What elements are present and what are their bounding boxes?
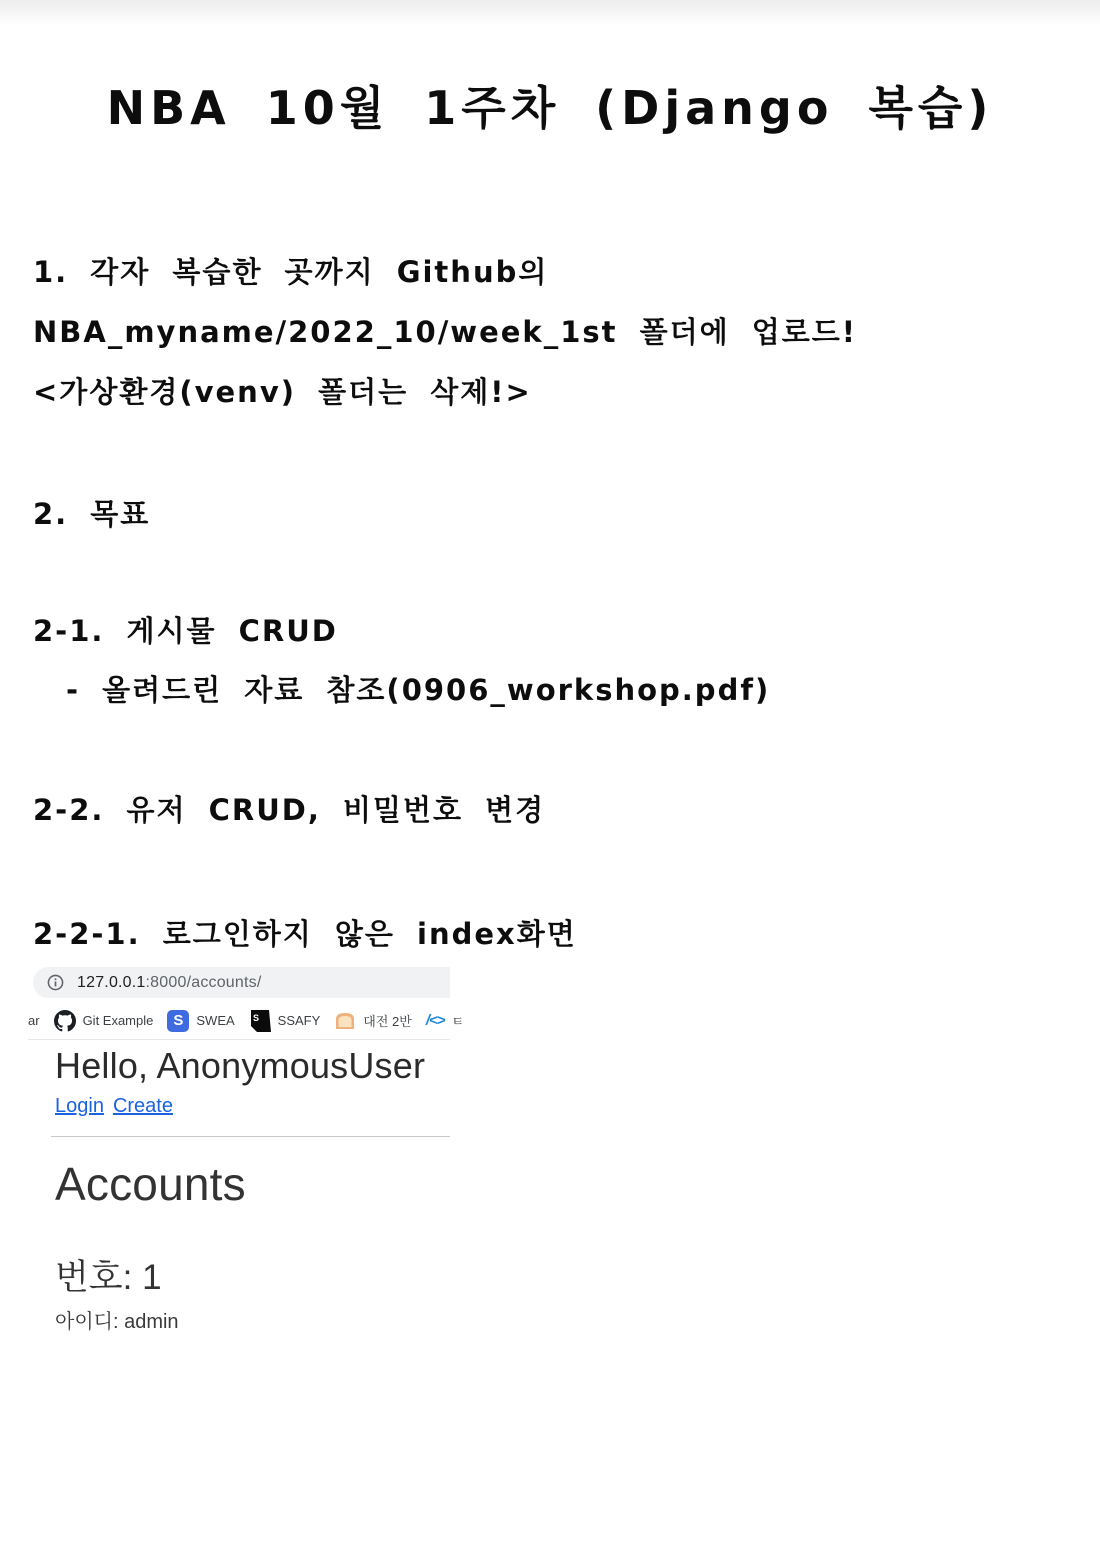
note-section-2-2: 2-2. 유저 CRUD, 비밀번호 변경 <box>33 793 546 827</box>
note-section-2: 2. 목표 <box>33 497 151 531</box>
code-icon: /<> <box>425 1012 445 1029</box>
note-section-2-1-sub: - 올려드린 자료 참조(0906_workshop.pdf) <box>66 673 771 707</box>
swea-icon: S <box>167 1010 189 1032</box>
url-text <box>77 972 262 993</box>
bookmark-code-truncated[interactable] <box>426 1011 464 1030</box>
note-section-2-2-1: 2-2-1. 로그인하지 않은 index화면 <box>33 917 577 951</box>
bookmark-daejeon-2ban[interactable] <box>334 1010 412 1032</box>
bookmark-label: 대전 2반 <box>363 1014 412 1029</box>
info-icon[interactable] <box>47 974 64 991</box>
bookmark-fragment-left[interactable]: ar <box>28 1013 40 1028</box>
github-icon <box>54 1010 76 1032</box>
note-line-2: NBA_myname/2022_10/week_1st 폴더에 업로드! <box>33 315 858 349</box>
bookmarks-separator <box>28 1039 450 1040</box>
bookmark-label: ㅌ <box>451 1014 465 1029</box>
page-top-shadow <box>0 0 1100 26</box>
account-number: 번호: 1 <box>55 1258 162 1297</box>
note-section-2-1: 2-1. 게시물 CRUD <box>33 614 338 648</box>
svg-text:S: S <box>252 1012 259 1023</box>
account-id: 아이디: admin <box>55 1311 179 1333</box>
ssafy-icon <box>249 1010 271 1032</box>
note-line-3: <가상환경(venv) 폴더는 삭제!> <box>33 375 532 409</box>
browser-screenshot <box>28 963 465 1341</box>
login-link[interactable]: Login <box>55 1095 104 1117</box>
bookmark-git-example[interactable] <box>54 1010 154 1032</box>
greeting-heading: Hello, AnonymousUser <box>55 1045 426 1086</box>
bookmark-label: Git Example <box>82 1013 154 1028</box>
note-line-1: 1. 각자 복습한 곳까지 Github의 <box>33 255 549 289</box>
url-host: 127.0.0.1 <box>77 974 146 991</box>
bookmark-label: SSAFY <box>277 1013 321 1028</box>
url-path: :8000/accounts/ <box>145 974 262 991</box>
content-divider <box>51 1136 450 1137</box>
page-title: NBA 10월 1주차 (Django 복습) <box>106 81 994 135</box>
bookmarks-bar <box>28 1002 465 1039</box>
accounts-heading: Accounts <box>55 1158 246 1210</box>
bookmark-swea[interactable] <box>167 1010 234 1032</box>
auth-links <box>55 1095 182 1118</box>
bookmark-label: SWEA <box>196 1013 235 1028</box>
url-bar[interactable] <box>33 967 450 998</box>
bread-icon <box>334 1010 356 1032</box>
bookmark-ssafy[interactable] <box>249 1010 321 1032</box>
create-link[interactable]: Create <box>112 1095 173 1117</box>
